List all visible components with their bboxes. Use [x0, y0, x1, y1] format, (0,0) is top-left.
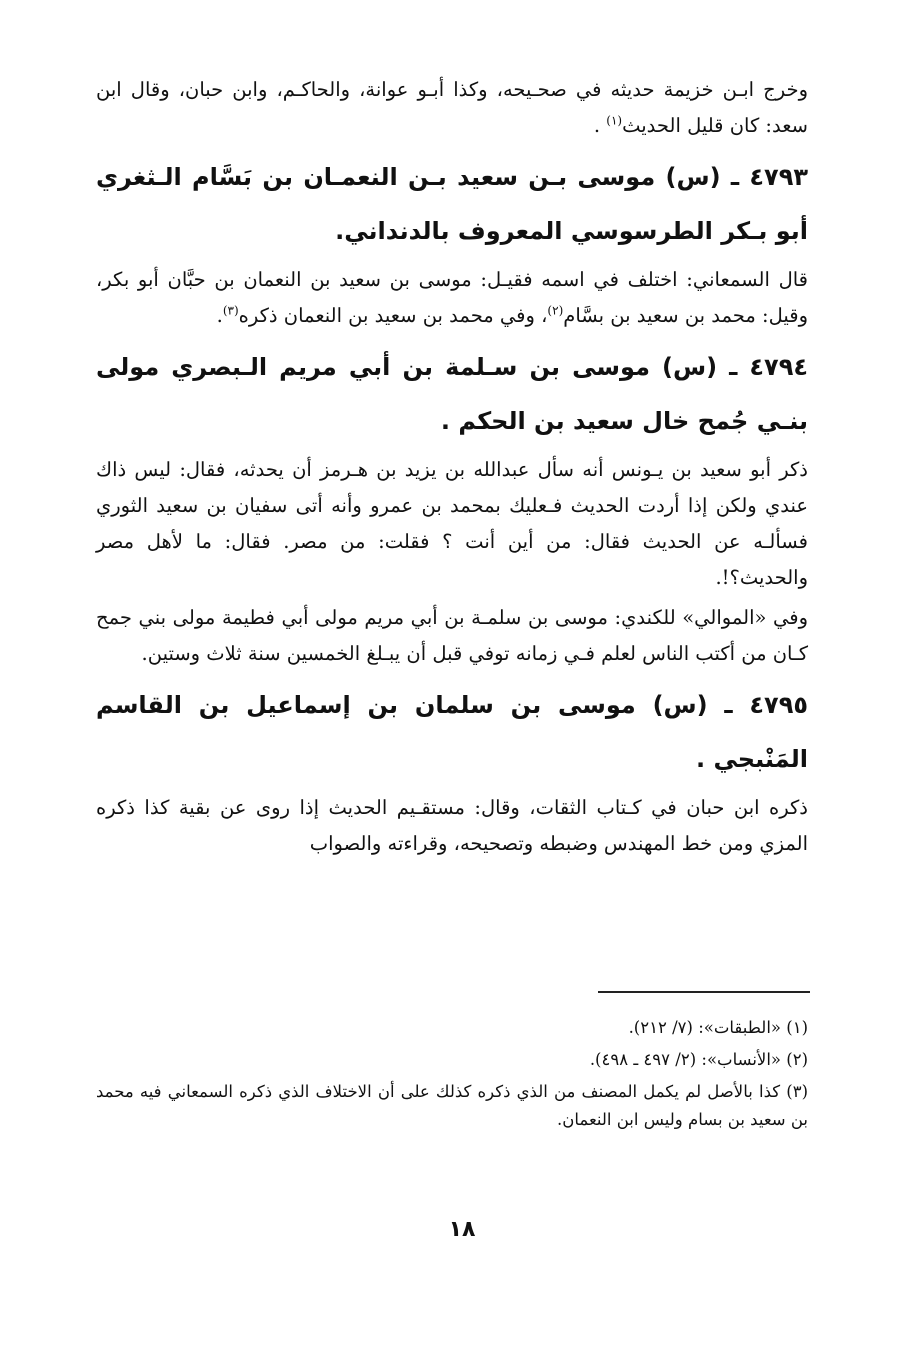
- entry-4793-text-a: قال السمعاني: اختلف في اسمه فقيـل: موسى بن سعيد بن النعمان بن حبَّان أبو بكر، وقيل: محمد بن سعيد بن بسَّام: [96, 268, 808, 327]
- intro-text: وخرج ابـن خزيمة حديثه في صحـيحه، وكذا أبـو عوانة، والحاكـم، وابن حبان، وقال ابن سعد: كان قليل الحديث: [96, 78, 808, 137]
- entry-4793-text-c: .: [216, 304, 223, 327]
- footnote-ref-1: (١): [606, 113, 623, 128]
- footnotes: [96, 1010, 808, 1138]
- entry-4793-paragraph: [96, 262, 808, 334]
- entry-4794-paragraph-2: وفي «الموالي» للكندي: موسى بن سلمـة بن أبي مريم مولى أبي فطيمة مولى بني جمح كـان من أكتب الناس لعلم فـي زمانه توفي قبل أن يبـلغ الخمسين سنة ثلاث وستين.: [96, 606, 808, 665]
- footnote-ref-3: (٣): [222, 303, 239, 318]
- entry-4793-text-b: ، وفي محمد بن سعيد بن النعمان ذكره: [238, 304, 548, 327]
- entry-4793-heading: ٤٧٩٣ ـ (س) موسى بـن سعيد بـن النعمـان بن بَسَّام الـثغري أبو بـكر الطرسوسي المعروف بالدنداني.: [96, 163, 808, 245]
- entry-4795-paragraph: ذكره ابن حبان في كـتاب الثقات، وقال: مستقـيم الحديث إذا روى عن بقية كذا ذكره المزي ومن خط المهندس وضبطه وتصحيحه، وقراءته والصواب: [96, 796, 808, 855]
- intro-paragraph: [96, 72, 808, 144]
- footnote-1: (١) «الطبقات»: (٧/ ٢١٢).: [628, 1018, 808, 1037]
- footnote-3: (٣) كذا بالأصل لم يكمل المصنف من الذي ذكره كذلك على أن الاختلاف الذي ذكره السمعاني فيه محمد بن سعيد بن بسام وليس ابن النعمان.: [96, 1082, 808, 1129]
- entry-4794-paragraph-1: ذكر أبو سعيد بن يـونس أنه سأل عبدالله بن يزيد بن هـرمز أن يحدثه، فقال: ليس ذاك عندي ولكن إذا أردت الحديث فـعليك بمحمد بن عمرو وأنه أتى سفيان بن سعيد الثوري فسألـه عن الحديث فقال: من أين أنت ؟ فقلت: من مصر. فقال: ما لأهل مصر والحديث؟!.: [96, 458, 808, 589]
- page-number: ١٨: [448, 1217, 476, 1242]
- entry-4794-heading: ٤٧٩٤ ـ (س) موسى بن سـلمة بن أبي مريم الـبصري مولى بنـي جُمح خال سعيد بن الحكم .: [96, 353, 808, 435]
- footnote-2: (٢) «الأنساب»: (٢/ ٤٩٧ ـ ٤٩٨).: [589, 1050, 808, 1069]
- entry-4795-heading: ٤٧٩٥ ـ (س) موسى بن سلمان بن إسماعيل بن القاسم المَنْبجي .: [96, 691, 808, 773]
- footnote-ref-2: (٢): [547, 303, 564, 318]
- footnote-divider: [598, 991, 810, 993]
- main-text: [96, 72, 808, 866]
- intro-end: .: [593, 114, 607, 137]
